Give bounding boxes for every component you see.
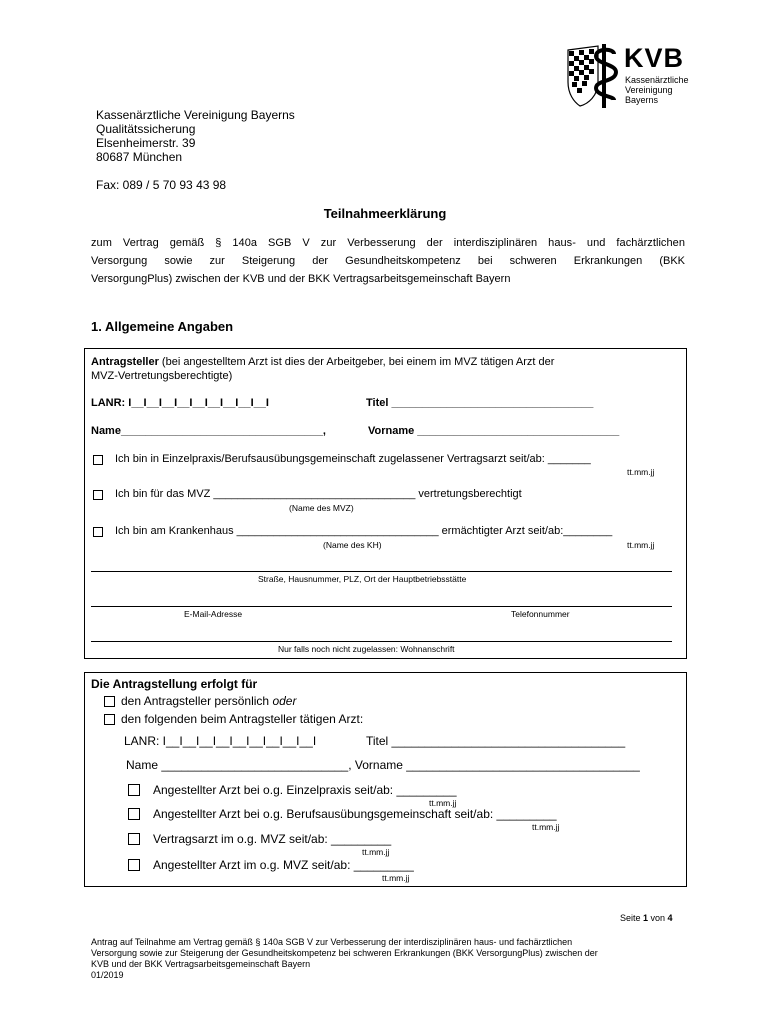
lanr-field[interactable]: LANR: I__I__I__I__I__I__I__I__I__I bbox=[91, 397, 269, 409]
phone-caption: Telefonnummer bbox=[511, 609, 570, 619]
logo-brand: KVB bbox=[624, 43, 685, 73]
option-self-or: oder bbox=[272, 694, 297, 708]
checkbox-mvz[interactable] bbox=[93, 490, 103, 500]
address-line1: Kassenärztliche Vereinigung Bayerns bbox=[96, 108, 295, 122]
applicant-heading bbox=[91, 356, 554, 369]
option-self-text: den Antragsteller persönlich bbox=[121, 694, 273, 708]
fax-number: Fax: 089 / 5 70 93 43 98 bbox=[96, 178, 227, 192]
page-title: Teilnahmeerklärung bbox=[323, 206, 447, 221]
email-caption: E-Mail-Adresse bbox=[184, 609, 243, 619]
name-field[interactable]: Name_________________________________, bbox=[91, 425, 326, 437]
checkbox-self[interactable] bbox=[104, 696, 115, 707]
address-line3: Elsenheimerstr. 39 bbox=[96, 136, 196, 150]
checkbox-krankenhaus[interactable] bbox=[93, 527, 103, 537]
hint-name-kh: (Name des KH) bbox=[323, 540, 382, 550]
footer-date: 01/2019 bbox=[91, 970, 124, 980]
option-a1-label: Angestellter Arzt bei o.g. Einzelpraxis seit/ab: _________ bbox=[153, 783, 457, 797]
checkbox-einzelpraxis[interactable] bbox=[93, 455, 103, 465]
checkbox-a4[interactable] bbox=[128, 859, 140, 871]
logo-line1: Kassenärztliche bbox=[625, 75, 689, 85]
date-hint-a2: tt.mm.jj bbox=[532, 822, 560, 832]
vorname-field[interactable]: Vorname _________________________________ bbox=[368, 425, 620, 437]
checkbox-a2[interactable] bbox=[128, 808, 140, 820]
logo-line3: Bayerns bbox=[625, 95, 659, 105]
option-employed-doctor-label: den folgenden beim Antragsteller tätigen Arzt: bbox=[121, 712, 364, 726]
date-hint-a3: tt.mm.jj bbox=[362, 847, 390, 857]
checkbox-a3[interactable] bbox=[128, 833, 140, 845]
kvb-logo bbox=[566, 42, 706, 110]
option-mvz-label: Ich bin für das MVZ _________________________________ vertretungsberechtigt bbox=[115, 488, 522, 500]
applicant-note-line2: MVZ-Vertretungsberechtigte) bbox=[91, 370, 233, 382]
kvb-crest-icon bbox=[566, 42, 622, 110]
address-line2: Qualitätssicherung bbox=[96, 122, 196, 136]
address-caption: Straße, Hausnummer, PLZ, Ort der Hauptbetriebsstätte bbox=[258, 574, 467, 584]
doctor-name-field[interactable]: Name ____________________________, Vorname ___________________________________ bbox=[126, 758, 640, 772]
page-current: 1 bbox=[643, 913, 649, 923]
footer-line1: Antrag auf Teilnahme am Vertrag gemäß § 140a SGB V zur Verbesserung der interdisziplinären haus- und fachärztlichen bbox=[91, 937, 573, 947]
intro-line2: Versorgung sowie zur Steigerung der Gesundheitskompetenz bei schweren Erkrankungen (BKK bbox=[91, 255, 685, 267]
doctor-titel-field[interactable]: Titel ___________________________________ bbox=[366, 734, 626, 748]
page-total: 4 bbox=[667, 913, 673, 923]
option-a3-label: Vertragsarzt im o.g. MVZ seit/ab: _________ bbox=[153, 832, 392, 846]
titel-field[interactable]: Titel _________________________________ bbox=[366, 397, 594, 409]
logo-line2: Vereinigung bbox=[625, 85, 673, 95]
address-input-line[interactable] bbox=[91, 571, 672, 572]
home-address-caption: Nur falls noch nicht zugelassen: Wohnanschrift bbox=[278, 644, 455, 654]
option-krankenhaus-label: Ich bin am Krankenhaus _________________________________ ermächtigter Arzt seit/ab:________ bbox=[115, 525, 613, 537]
applicant-note: (bei angestelltem Arzt ist dies der Arbeitgeber, bei einem im MVZ tätigen Arzt der bbox=[158, 356, 555, 368]
address-line4: 80687 München bbox=[96, 150, 183, 164]
applicant-box bbox=[84, 348, 687, 659]
footer-line2: Versorgung sowie zur Steigerung der Gesundheitskompetenz bei schweren Erkrankungen (BKK VersorgungPlus) zwischen der bbox=[91, 948, 598, 958]
intro-line1: zum Vertrag gemäß § 140a SGB V zur Verbesserung der interdisziplinären haus- und fachärztlichen bbox=[91, 237, 685, 249]
hint-name-mvz: (Name des MVZ) bbox=[289, 503, 354, 513]
option-self-label bbox=[121, 694, 296, 708]
option-a2-label: Angestellter Arzt bei o.g. Berufsausübungsgemeinschaft seit/ab: _________ bbox=[153, 807, 557, 821]
section-heading-general: 1. Allgemeine Angaben bbox=[91, 319, 234, 334]
date-hint-krankenhaus: tt.mm.jj bbox=[627, 540, 655, 550]
intro-line3: VersorgungPlus) zwischen der KVB und der BKK Vertragsarbeitsgemeinschaft Bayern bbox=[91, 273, 511, 285]
date-hint-a4: tt.mm.jj bbox=[382, 873, 410, 883]
doctor-lanr-field[interactable]: LANR: I__I__I__I__I__I__I__I__I__I bbox=[124, 734, 317, 748]
checkbox-a1[interactable] bbox=[128, 784, 140, 796]
checkbox-employed-doctor[interactable] bbox=[104, 714, 115, 725]
page-number bbox=[620, 913, 673, 924]
contact-input-line[interactable] bbox=[91, 606, 672, 607]
option-a4-label: Angestellter Arzt im o.g. MVZ seit/ab: _________ bbox=[153, 858, 414, 872]
option-einzelpraxis-label: Ich bin in Einzelpraxis/Berufsausübungsgemeinschaft zugelassener Vertragsarzt seit/ab: _______ bbox=[115, 453, 591, 465]
page-mid: von bbox=[648, 913, 668, 923]
home-address-input-line[interactable] bbox=[91, 641, 672, 642]
date-hint-a1: tt.mm.jj bbox=[429, 798, 457, 808]
page-prefix: Seite bbox=[620, 913, 644, 923]
date-hint-einzelpraxis: tt.mm.jj bbox=[627, 467, 655, 477]
section-heading-application: Die Antragstellung erfolgt für bbox=[91, 677, 258, 691]
applicant-label: Antragsteller bbox=[91, 356, 159, 368]
footer-line3: KVB und der BKK Vertragsarbeitsgemeinschaft Bayern bbox=[91, 959, 311, 969]
